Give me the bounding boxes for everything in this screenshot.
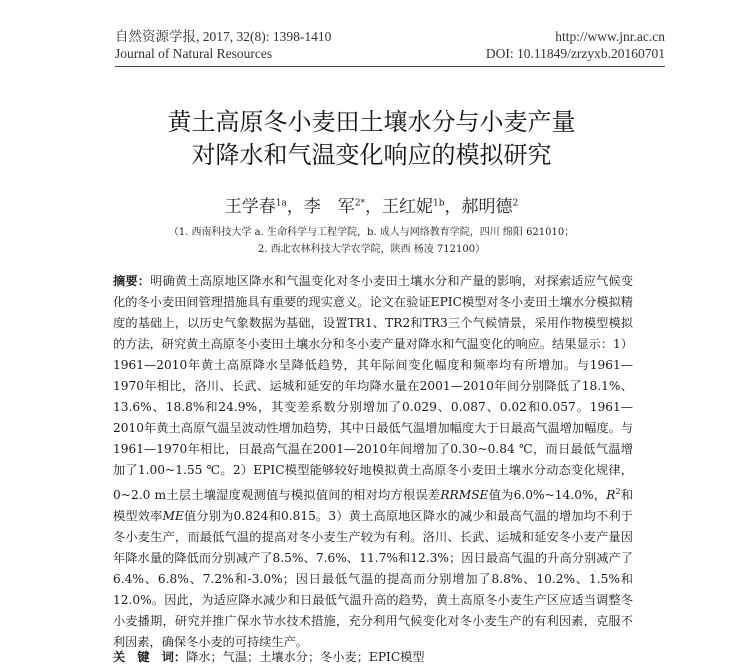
header-rule: [115, 66, 665, 67]
author-list: [80, 192, 663, 217]
author-affiliation-mark: 1b: [433, 198, 445, 209]
journal-url[interactable]: http://www.jnr.ac.cn: [555, 29, 665, 44]
running-header: [115, 28, 665, 62]
affiliation-2: 2. 西北农林科技大学农学院，陕西 杨凌 712100）: [257, 244, 486, 255]
author-affiliation-mark: 2: [512, 198, 519, 209]
paper-title: [80, 106, 663, 172]
abstract-text-segment: 和模型效率: [113, 488, 634, 524]
affiliation-1: （1. 西南科技大学 a. 生命科学与工程学院，b. 成人与网络教育学院，四川 绵阳 621010；: [168, 227, 575, 238]
title-line-2: 对降水和气温变化响应的模拟研究: [191, 141, 552, 169]
journal-name-en: Journal of Natural Resources: [115, 46, 273, 61]
doi[interactable]: DOI: 10.11849/zrzyxb.20160701: [485, 46, 665, 61]
author-separator: ，: [286, 197, 304, 217]
author-separator: ，: [365, 197, 383, 217]
keywords: [113, 648, 633, 667]
title-line-1: 黄土高原冬小麦田土壤水分与小麦产量: [167, 108, 576, 136]
keywords-text: 降水；气温；土壤水分；冬小麦；EPIC模型: [186, 650, 425, 664]
author-name: 王学春: [224, 197, 276, 217]
abstract-body: [113, 274, 633, 649]
abstract-text-segment: RRMSE: [440, 488, 489, 503]
abstract-text-segment: 值为6.0%~14.0%，: [488, 488, 607, 503]
abstract-text-segment: R: [606, 488, 616, 503]
affiliations: [100, 224, 643, 258]
author-name: 王红妮: [382, 197, 434, 217]
author-affiliation-mark: 1a: [275, 198, 287, 209]
abstract-text-segment: ME: [162, 509, 184, 524]
author-separator: ，: [444, 197, 462, 217]
abstract-label: 摘要：: [113, 274, 151, 288]
journal-citation: 自然资源学报, 2017, 32(8): 1398-1410: [115, 29, 332, 44]
abstract-text-segment: 值分别为0.824和0.815。3）黄土高原地区降水的减少和最高气温的增加均不利于冬小麦生产，而最低气温的提高对冬小麦生产较为有利。洛川、长武、运城和延安冬小麦产量因年降水量的降低而分别减产了8.5%、7.6%、11.7%和12.3%；因日最高气温的升高分别减产了6.4%、6.8%、7.2%和-3.0%；因日最低气温的提高而分别增加了8.8%、10.2%、1.5%和12.0%。因此，为适应降水减少和日最低气温升高的趋势，黄土高原冬小麦生产区应适当调整冬小麦播期，研究并推广保水节水技术措施，充分利用气候变化对冬小麦生产的有利因素，克服不利因素，确保冬小麦的可持续生产。: [113, 509, 633, 650]
author-name: 郝明德: [461, 197, 513, 217]
author-affiliation-mark: 2*: [354, 198, 366, 209]
author-name: 李 军: [303, 197, 355, 217]
abstract: [113, 271, 633, 653]
abstract-text-segment: 明确黄土高原地区降水和气温变化对冬小麦田土壤水分和产量的影响，对探索适应气候变化的冬小麦田间管理措施具有重要的现实意义。论文在验证EPIC模型对冬小麦田土壤水分模拟精度的基础上，以历史气象数据为基础，设置TR1、TR2和TR3三个气候情景，采用作物模型模拟的方法，研究黄土高原冬小麦田土壤水分和冬小麦产量对降水和气温变化的响应。结果显示：1）1961—2010年黄土高原降水呈降低趋势，其年际间变化幅度和频率均有所增加。与1961—1970年相比，洛川、长武、运城和延安的年均降水量在2001—2010年间分别降低了18.1%、13.6%、18.8%和24.9%，其变差系数分别增加了0.029、0.087、0.02和0.057。1961—2010年黄土高原气温呈波动性增加趋势，其中日最低气温增加幅度大于日最高气温增加幅度。与1961—1970年相比，日最高气温在2001—2010年间增加了0.30~0.84 ℃，而日最低气温增加了1.00~1.55 ℃。2）EPIC模型能够较好地模拟黄土高原冬小麦田土壤水分动态变化规律，0~2.0 m土层土壤湿度观测值与模拟值间的相对均方根误差: [113, 274, 634, 503]
abstract-text-segment: 2: [615, 487, 621, 496]
keywords-label: 关 键 词：: [113, 650, 187, 664]
